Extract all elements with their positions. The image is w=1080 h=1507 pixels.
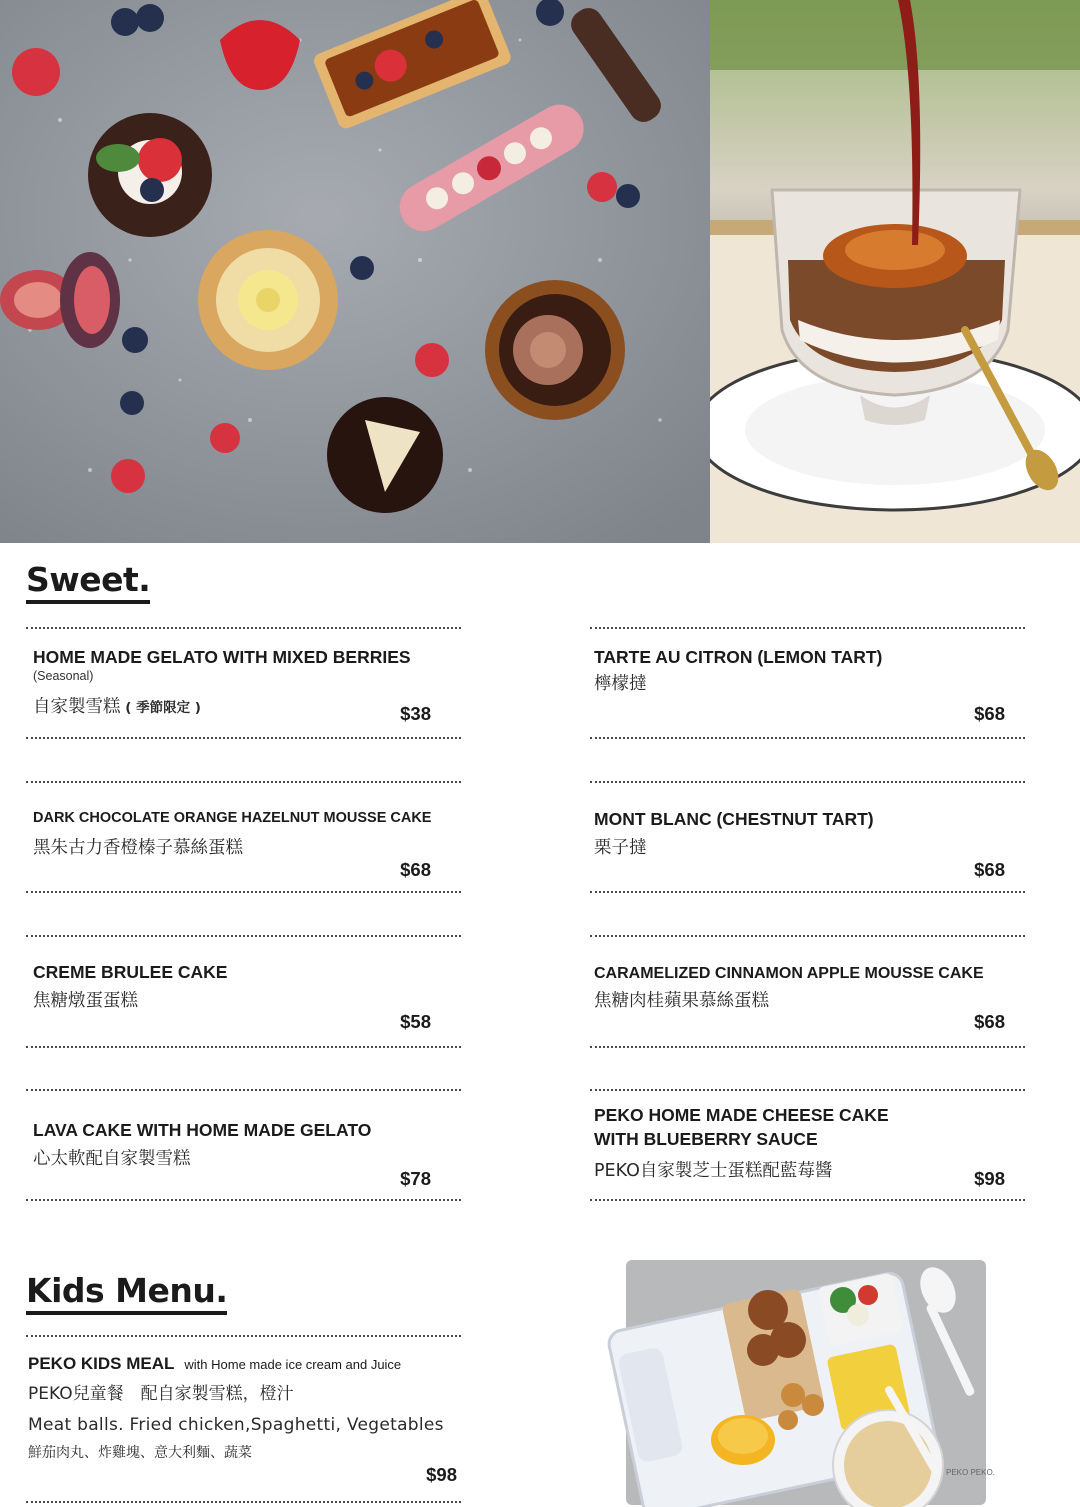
item-name-zh: 焦糖肉桂蘋果慕絲蛋糕	[594, 991, 769, 1011]
kids-section-title: Kids Menu.	[26, 1271, 227, 1315]
kids-meal-photo	[588, 1240, 1000, 1507]
item-name-zh: 栗子撻	[594, 838, 647, 858]
item-price: $68	[974, 859, 1005, 880]
item-name: TARTE AU CITRON (LEMON TART)	[594, 647, 883, 667]
item-name: PEKO HOME MADE CHEESE CAKE WITH BLUEBERRY SAUCE	[594, 1105, 889, 1149]
item-name-zh: PEKO兒童餐 配自家製雪糕，橙汁	[28, 1384, 294, 1404]
item-name-zh: 黑朱古力香橙榛子慕絲蛋糕	[33, 838, 243, 858]
item-name: DARK CHOCOLATE ORANGE HAZELNUT MOUSSE CAKE	[33, 810, 432, 826]
sweet-section-title: Sweet.	[26, 560, 150, 604]
dotted-divider	[26, 1335, 461, 1337]
dotted-divider	[590, 1199, 1025, 1201]
menu-item-creme-brulee-cake	[26, 935, 461, 1048]
item-name-zh: 心太軟配自家製雪糕	[33, 1149, 191, 1169]
dotted-divider	[590, 891, 1025, 893]
item-name: MONT BLANC (CHESTNUT TART)	[594, 809, 874, 829]
dotted-divider	[590, 935, 1025, 937]
item-description: Meat balls. Fried chicken,Spaghetti, Vegetables	[28, 1415, 444, 1435]
menu-item-gelato	[26, 627, 461, 739]
dotted-divider	[590, 1089, 1025, 1091]
menu-item-cheese-cake	[590, 1089, 1025, 1201]
item-price: $98	[974, 1168, 1005, 1189]
dotted-divider	[26, 781, 461, 783]
dotted-divider	[590, 737, 1025, 739]
dotted-divider	[590, 1046, 1025, 1048]
item-name: CREME BRULEE CAKE	[33, 962, 228, 982]
item-price: $68	[974, 703, 1005, 724]
item-price: $68	[400, 859, 431, 880]
item-price: $58	[400, 1011, 431, 1032]
tray-label: PEKO PEKO.	[946, 1468, 995, 1477]
dotted-divider	[26, 1046, 461, 1048]
item-name-zh: 自家製雪糕 ( 季節限定 )	[33, 697, 201, 717]
item-name: PEKO KIDS MEAL with Home made ice cream and Juice	[28, 1354, 402, 1373]
item-name: LAVA CAKE WITH HOME MADE GELATO	[33, 1120, 372, 1140]
dessert-spread-photo	[0, 0, 710, 543]
dotted-divider	[26, 1199, 461, 1201]
item-description-zh: 鮮茄肉丸、炸雞塊、意大利麵、蔬菜	[28, 1445, 252, 1461]
item-extras: with Home made ice cream and Juice	[184, 1357, 402, 1372]
dotted-divider	[590, 781, 1025, 783]
item-price: $68	[974, 1011, 1005, 1032]
menu-item-mont-blanc	[590, 781, 1025, 893]
dotted-divider	[26, 1089, 461, 1091]
dotted-divider	[26, 935, 461, 937]
menu-item-kids-meal	[26, 1335, 461, 1503]
item-name-zh: 焦糖燉蛋蛋糕	[33, 991, 138, 1011]
dotted-divider	[590, 627, 1025, 629]
item-price: $78	[400, 1168, 431, 1189]
item-name-zh: 檸檬撻	[594, 674, 647, 694]
dotted-divider	[26, 891, 461, 893]
item-price: $38	[400, 703, 431, 724]
item-price: $98	[426, 1464, 457, 1485]
dotted-divider	[26, 1501, 461, 1503]
dotted-divider	[26, 627, 461, 629]
item-name-zh: PEKO自家製芝士蛋糕配藍莓醬	[594, 1161, 833, 1181]
menu-item-dark-chocolate-cake	[26, 781, 461, 893]
menu-item-lemon-tart	[590, 627, 1025, 739]
item-name: HOME MADE GELATO WITH MIXED BERRIES	[33, 647, 411, 667]
dotted-divider	[26, 737, 461, 739]
item-note: (Seasonal)	[33, 669, 94, 683]
menu-item-cinnamon-apple-cake	[590, 935, 1025, 1048]
item-name: CARAMELIZED CINNAMON APPLE MOUSSE CAKE	[594, 965, 984, 982]
menu-item-lava-cake	[26, 1089, 461, 1201]
affogato-photo	[710, 0, 1080, 543]
item-note-zh: ( 季節限定 )	[120, 700, 201, 716]
